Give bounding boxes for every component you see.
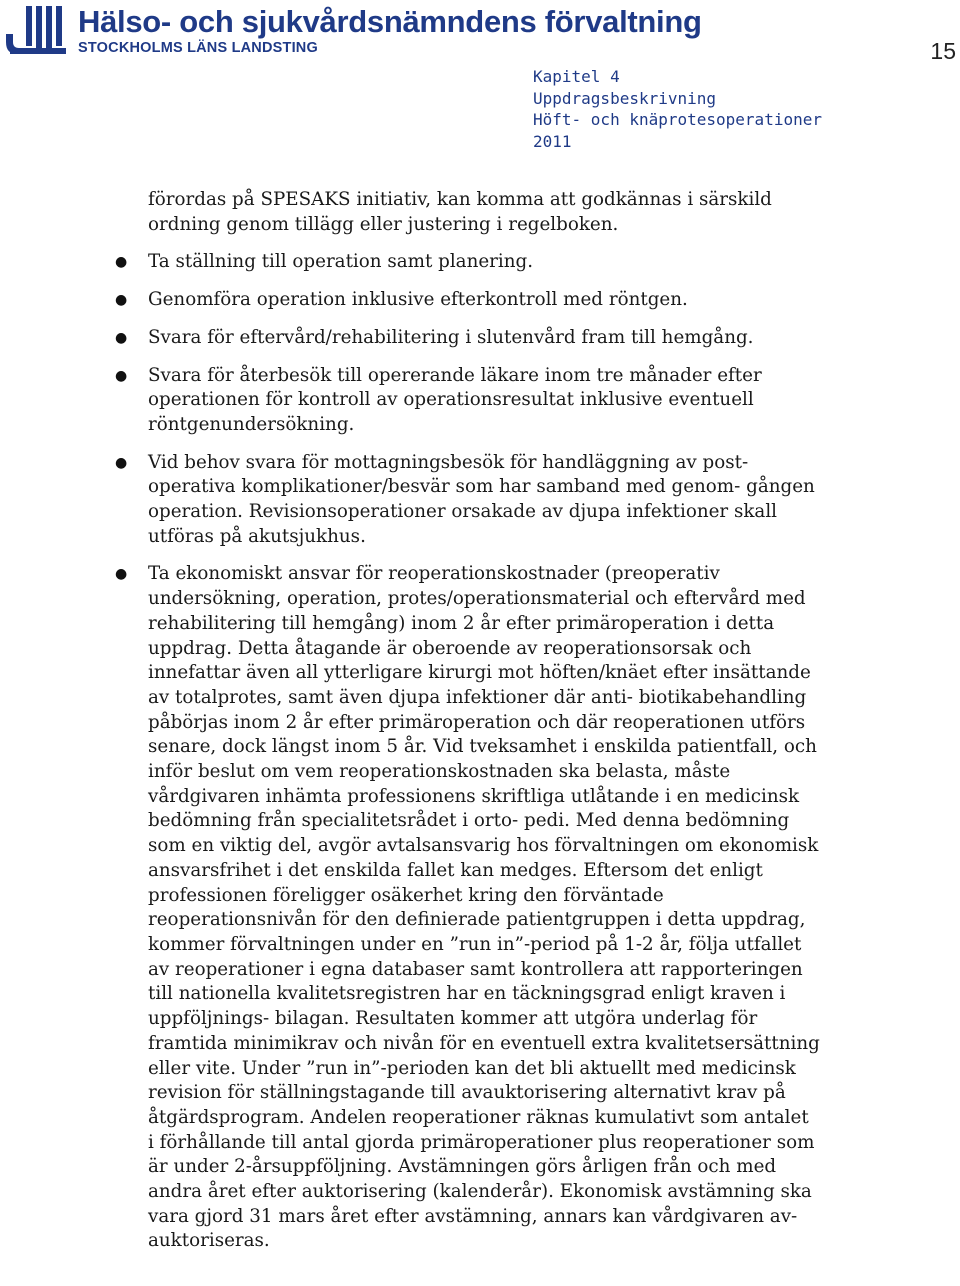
bullet-icon: ● [115,254,128,271]
list-item [115,288,820,313]
meta-topic: Höft- och knäprotesoperationer [533,110,822,129]
list-item-text: Vid behov svara för mottagningsbesök för handläggning av post- operativa komplikationer/besvär som har samband med genom- gången operation. Revisionsoperationer orsakade av djupa infektioner skall utföras på akutsjukhus. [148,451,815,547]
bullet-icon: ● [115,454,128,471]
list-item-text: Svara för återbesök till opererande läkare inom tre månader efter operationen för kontroll av operationsresultat inklusive eventuell röntgenundersökning. [148,364,762,435]
page-header [0,0,960,160]
page-number: 15 [930,38,956,64]
lead-paragraph: förordas på SPESAKS initiativ, kan komma att godkännas i särskild ordning genom tillägg eller justering i regelboken. [148,189,772,235]
meta-section: Uppdragsbeskrivning [533,88,717,108]
meta-year: 2011 [533,131,572,151]
list-item [115,364,820,438]
document-meta [533,66,822,152]
list-item-text: Svara för eftervård/rehabilitering i slutenvård fram till hemgång. [148,326,754,348]
sll-logo-icon [4,4,72,60]
bullet-icon: ● [115,329,128,346]
list-item-text: Ta ställning till operation samt planering. [148,251,534,273]
document-body [115,188,820,1267]
list-item [115,250,820,275]
list-item [115,326,820,351]
list-item-text: Ta ekonomiskt ansvar för reoperationskostnader (preoperativ undersökning, operation, protes/operationsmaterial och eftervård med rehabilitering till hemgång) inom 2 år efter primäroperation i detta uppdrag. Detta åtagande är oberoende av reoperationsorsak och innefattar även all ytterligare kirurgi mot höften/knäet efter insättande av totalprotes, samt även djupa infektioner där anti- biotikabehandling påbörjas inom 2 år efter primäroperation och där reoperationen utförs senare, dock längst inom 5 år. Vid tveksamhet i enskilda patientfall, och inför beslut om vem reoperationskostnaden ska belasta, måste vårdgivaren inhämta professionens skriftliga utlåtande i en medicinsk bedömning från specialitetsrådet i orto- pedi. Med denna bedömning som en viktig del, avgör avtalsansvarig hos förvaltningen om ekonomisk ansvarsfrihet i det enskilda fallet kan medges. Eftersom det enligt professionen föreligger osäkerhet kring den förväntade reoperationsnivån för den definierade patientgruppen i detta uppdrag, kommer förvaltningen under en ”run in”-period på 1-2 år, följa utfallet av reoperationer i egna databaser samt kontrollera att rapporteringen till nationella kvalitetsregistren har en täckningsgrad enligt kraven i uppföljnings- bilagan. Resultaten kommer att utgöra underlag för framtida minimikrav och nivån för en eventuell extra kvalitetsersättning eller vite. Under ”run in”-perioden kan det bli aktuellt med medicinsk revision för ställningstagande till avauktorisering alternativt krav på åtgärdsprogram. Andelen reoperationer räknas kumulativt som antalet i förhållande till antal gjorda primäroperationer plus reoperationer som är under 2-årsuppföljning. Avstämningen görs årligen från och med andra året efter auktorisering (kalenderår). Ekonomisk avstämning ska vara gjord 31 mars året efter avstämning, annars kan vårdgivaren av-auktoriseras. [148,563,820,1252]
organization-title: Hälso- och sjukvårdsnämndens förvaltning [78,4,702,39]
bullet-icon: ● [115,566,128,583]
list-item [115,451,820,550]
list-item [115,562,820,1254]
meta-chapter: Kapitel 4 [533,67,620,86]
list-item-text: Genomföra operation inklusive efterkontroll med röntgen. [148,289,688,311]
bullet-icon: ● [115,292,128,309]
bullet-icon: ● [115,367,128,384]
organization-subtitle: STOCKHOLMS LÄNS LANDSTING [78,40,318,56]
bullet-list [115,250,820,1254]
